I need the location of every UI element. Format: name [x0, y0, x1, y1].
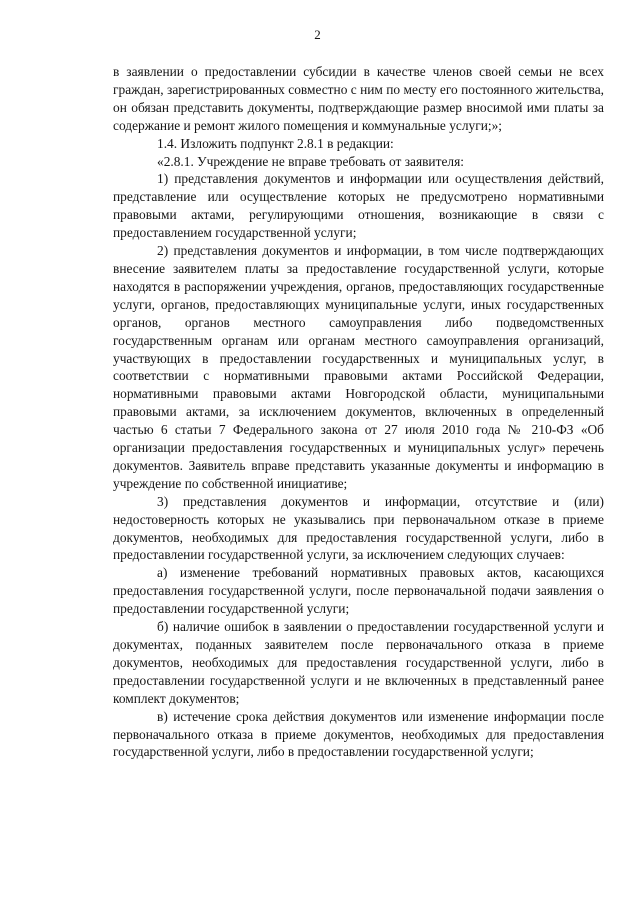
- paragraph-clause-1: 1) представления документов и информации или осуществления действий, представление или осуществление которых не предусмотрено нормативными правовыми актами, регулирующими отношения, возникающие в связи с предоставлением государственной услуги;: [113, 171, 604, 241]
- page-number: 2: [314, 27, 321, 42]
- paragraph-case-a: а) изменение требований нормативных правовых актов, касающихся предоставления государственной услуги, после первоначальной подачи заявления о предоставлении государственной услуги;: [113, 565, 604, 617]
- paragraph-case-b: б) наличие ошибок в заявлении о предоставлении государственной услуги и документах, поданных заявителем после первоначального отказа в приеме документов, необходимых для предоставления государственной услуги, либо в предоставлении государственной услуги и не включенных в представленный ранее комплект документов;: [113, 619, 604, 706]
- paragraph-case-v: в) истечение срока действия документов или изменение информации после первоначального отказа в приеме документов, необходимых для предоставления государственной услуги, либо в предоставлении государственной услуги;: [113, 708, 604, 760]
- paragraph-subitem-2-8-1: «2.8.1. Учреждение не вправе требовать от заявителя:: [157, 153, 464, 169]
- paragraph-continuation: в заявлении о предоставлении субсидии в качестве членов своей семьи не всех граждан, зарегистрированных совместно с ним по месту его постоянного жительства, он обязан представить документы, подтверждающие размер вносимой ими платы за содержание и ремонт жилого помещения и коммунальные услуги;»;: [113, 64, 604, 133]
- paragraph-clause-3: 3) представления документов и информации, отсутствие и (или) недостоверность которых не указывались при первоначальном отказе в приеме документов, необходимых для предоставления государственной услуги, либо в предоставлении государственной услуги, за исключением следующих случаев:: [113, 493, 604, 563]
- document-body: [113, 63, 604, 761]
- paragraph-clause-2: 2) представления документов и информации, в том числе подтверждающих внесение заявителем платы за предоставление государственной услуги, которые находятся в распоряжении учреждения, органов, предоставляющих государственные услуги, органов, предоставляющих муниципальные услуги, иных государственных органов, органов местного самоуправления либо подведомственных государственным органам или органам местного самоуправления организаций, участвующих в предоставлении государственных и муниципальных услуг, в соответствии с нормативными правовыми актами Российской Федерации, нормативными правовыми актами Новгородской области, муниципальными правовыми актами, за исключением документов, включенных в определенный частью 6 статьи 7 Федерального закона от 27 июля 2010 года № 210-ФЗ «Об организации предоставления государственных и муниципальных услуг» перечень документов. Заявитель вправе представить указанные документы и информацию в учреждение по собственной инициативе;: [113, 243, 604, 491]
- paragraph-item-1-4: 1.4. Изложить подпункт 2.8.1 в редакции:: [157, 135, 394, 151]
